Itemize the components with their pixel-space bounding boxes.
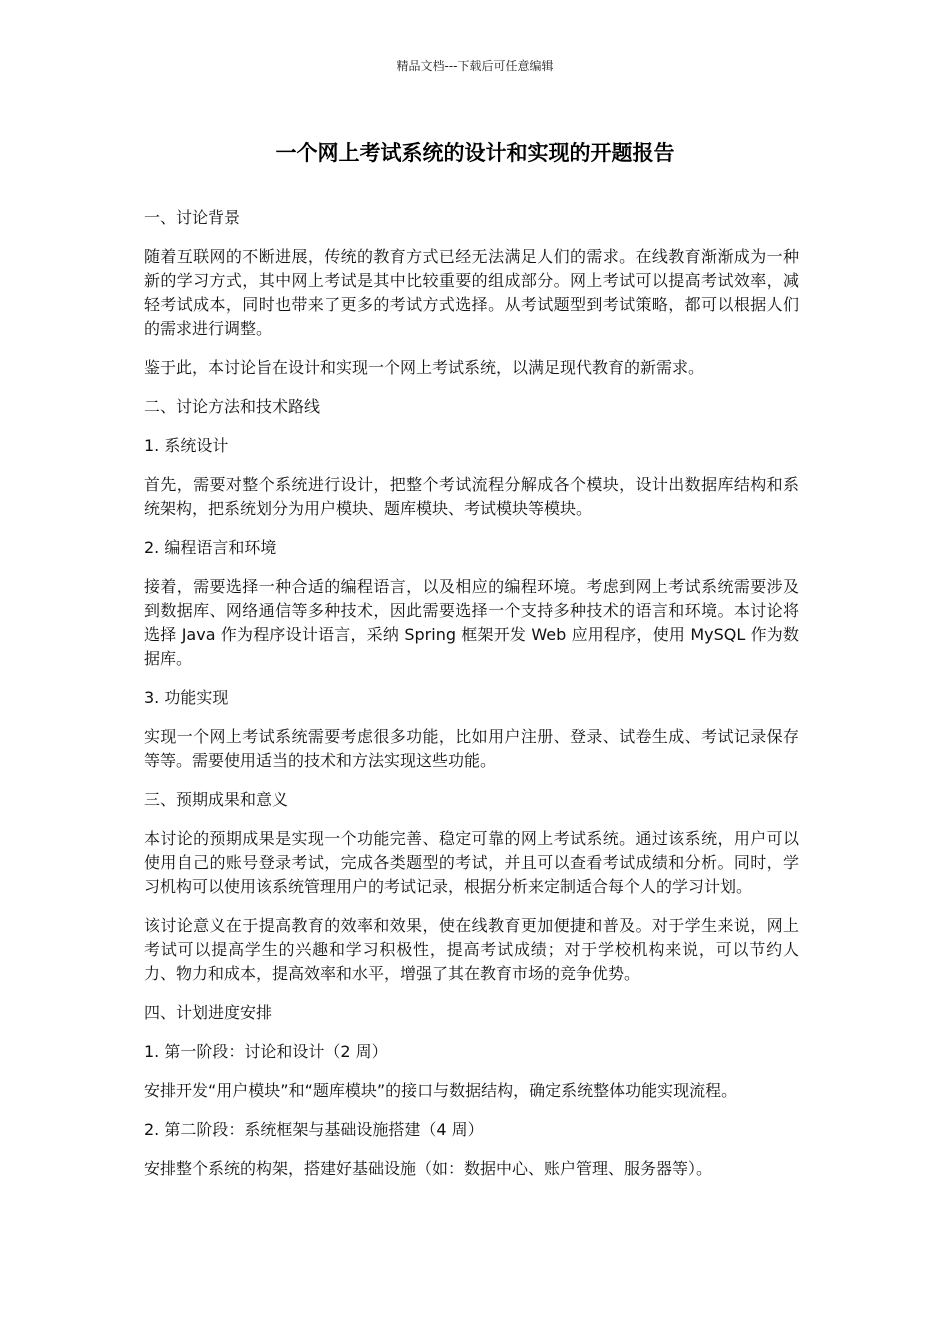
paragraph-language-env: 接着，需要选择一种合适的编程语言，以及相应的编程环境。考虑到网上考试系统需要涉及到数据库、网络通信等多种技术，因此需要选择一个支持多种技术的语言和环境。本讨论将选择 Java 作为程序设计语言，采纳 Spring 框架开发 Web 应用程序，使用 MySQL 作为数据库。: [144, 577, 799, 668]
paragraph-features: 实现一个网上考试系统需要考虑很多功能，比如用户注册、登录、试卷生成、考试记录保存等等。需要使用适当的技术和方法实现这些功能。: [144, 727, 799, 770]
section-heading-schedule: 四、计划进度安排: [144, 1003, 273, 1022]
document-body: [144, 206, 799, 1196]
paragraph-significance: 该讨论意义在于提高教育的效率和效果，使在线教育更加便捷和普及。对于学生来说，网上考试可以提高学生的兴趣和学习积极性，提高考试成绩；对于学校机构来说，可以节约人力、物力和成本，提高效率和水平，增强了其在教育市场的竞争优势。: [144, 916, 799, 983]
section-heading-outcomes: 三、预期成果和意义: [144, 790, 289, 809]
page-header-watermark: 精品文档---下载后可任意编辑: [396, 59, 554, 73]
document-title: 一个网上考试系统的设计和实现的开题报告: [275, 141, 675, 165]
paragraph-system-design: 首先，需要对整个系统进行设计，把整个考试流程分解成各个模块，设计出数据库结构和系统架构，把系统划分为用户模块、题库模块、考试模块等模块。: [144, 475, 799, 518]
subheading-phase-1: 1. 第一阶段：讨论和设计（2 周）: [144, 1042, 388, 1061]
section-heading-methods: 二、讨论方法和技术路线: [144, 397, 321, 416]
paragraph-purpose: 鉴于此，本讨论旨在设计和实现一个网上考试系统，以满足现代教育的新需求。: [144, 358, 705, 377]
paragraph-phase-1: 安排开发“用户模块”和“题库模块”的接口与数据结构，确定系统整体功能实现流程。: [144, 1081, 738, 1100]
subheading-system-design: 1. 系统设计: [144, 436, 229, 455]
subheading-language-env: 2. 编程语言和环境: [144, 538, 277, 557]
paragraph-background: 随着互联网的不断进展，传统的教育方式已经无法满足人们的需求。在线教育渐渐成为一种新的学习方式，其中网上考试是其中比较重要的组成部分。网上考试可以提高考试效率，减轻考试成本，同时也带来了更多的考试方式选择。从考试题型到考试策略，都可以根据人们的需求进行调整。: [144, 247, 799, 338]
paragraph-phase-2: 安排整个系统的构架，搭建好基础设施（如：数据中心、账户管理、服务器等）。: [144, 1159, 713, 1178]
subheading-features: 3. 功能实现: [144, 688, 229, 707]
paragraph-outcomes: 本讨论的预期成果是实现一个功能完善、稳定可靠的网上考试系统。通过该系统，用户可以使用自己的账号登录考试，完成各类题型的考试，并且可以查看考试成绩和分析。同时，学习机构可以使用该系统管理用户的考试记录，根据分析来定制适合每个人的学习计划。: [144, 829, 799, 896]
section-heading-background: 一、讨论背景: [144, 208, 241, 227]
subheading-phase-2: 2. 第二阶段：系统框架与基础设施搭建（4 周）: [144, 1120, 484, 1139]
